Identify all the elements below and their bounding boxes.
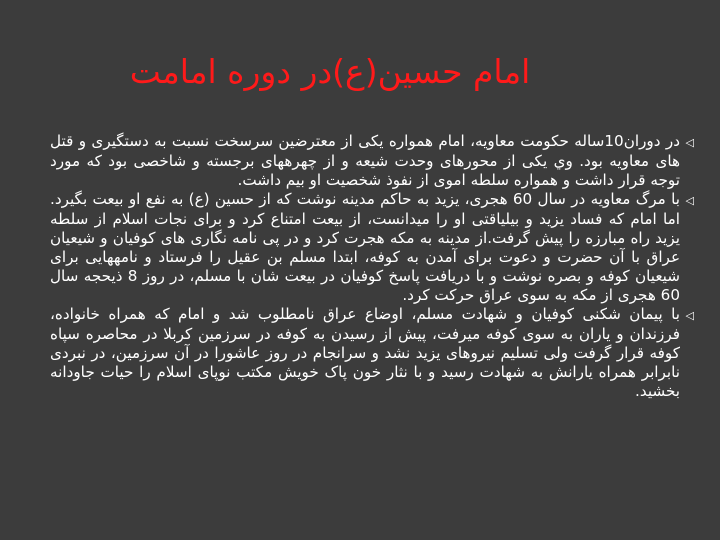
- slide-title: امام حسین(ع)در دوره امامت: [129, 52, 531, 91]
- paragraph-1-text: در دوران10ساله حکومت معاویه، امام همواره یکی از معترضین سرسخت نسبت به دستگیری و قتل های معاویه بود. وي يکی از محورهای وحدت شیعه و از چهرههای برجسته و شاخصی بود که مورد توجه قرار داشت و همواره سلطه اموی از نفوذ شخصیت او بیم داشت.: [50, 132, 680, 189]
- paragraph-2: [24, 190, 694, 305]
- slide-body: [24, 132, 694, 401]
- paragraph-1: [24, 132, 694, 190]
- hollow-triangle-bullet-icon: ◁: [685, 136, 694, 149]
- paragraph-3-text: با پیمان شکنی کوفیان و شهادت مسلم، اوضاع عراق نامطلوب شد و امام که همراه خانواده، فرزندان و یاران به سوی کوفه میرفت، پیش از رسیدن به کوفه در سرزمین کربلا در محاصره سپاه کوفه قرار گرفت ولی تسلیم نیروهای یزید نشد و سرانجام در روز عاشورا در آن سرزمین، در نبردی نابرابر همراه یارانش به شهادت رسید و با نثار خون پاک خویش مکتب نوپای اسلام را حیات جاودانه بخشید.: [50, 305, 680, 400]
- hollow-triangle-bullet-icon: ◁: [685, 309, 694, 322]
- hollow-triangle-bullet-icon: ◁: [685, 194, 694, 207]
- paragraph-3: [24, 305, 694, 401]
- paragraph-2-text: با مرگ معاویه در سال 60 هجری، یزید به حاکم مدینه نوشت که از حسین (ع) به نفع او بیعت بگیرد. اما امام که فساد یزید و بیلیاقتی او را میدانست، از بیعت امتناع کرد و برای نجات اسلام از سلطه یزید راه مبارزه را پیش گرفت.از مدینه به مکه هجرت کرد و در پی نامه نگاری های کوفیان و شیعیان عراق با آن حضرت و دعوت برای آمدن به کوفه، ابتدا مسلم بن عقیل را فرستاد و نامههایی برای شیعیان کوفه و بصره نوشت و با دریافت پاسخ کوفیان در بیعت شان با مسلم، در روز 8 ذیحجه سال 60 هجری از مکه به سوی عراق حرکت کرد.: [50, 190, 680, 304]
